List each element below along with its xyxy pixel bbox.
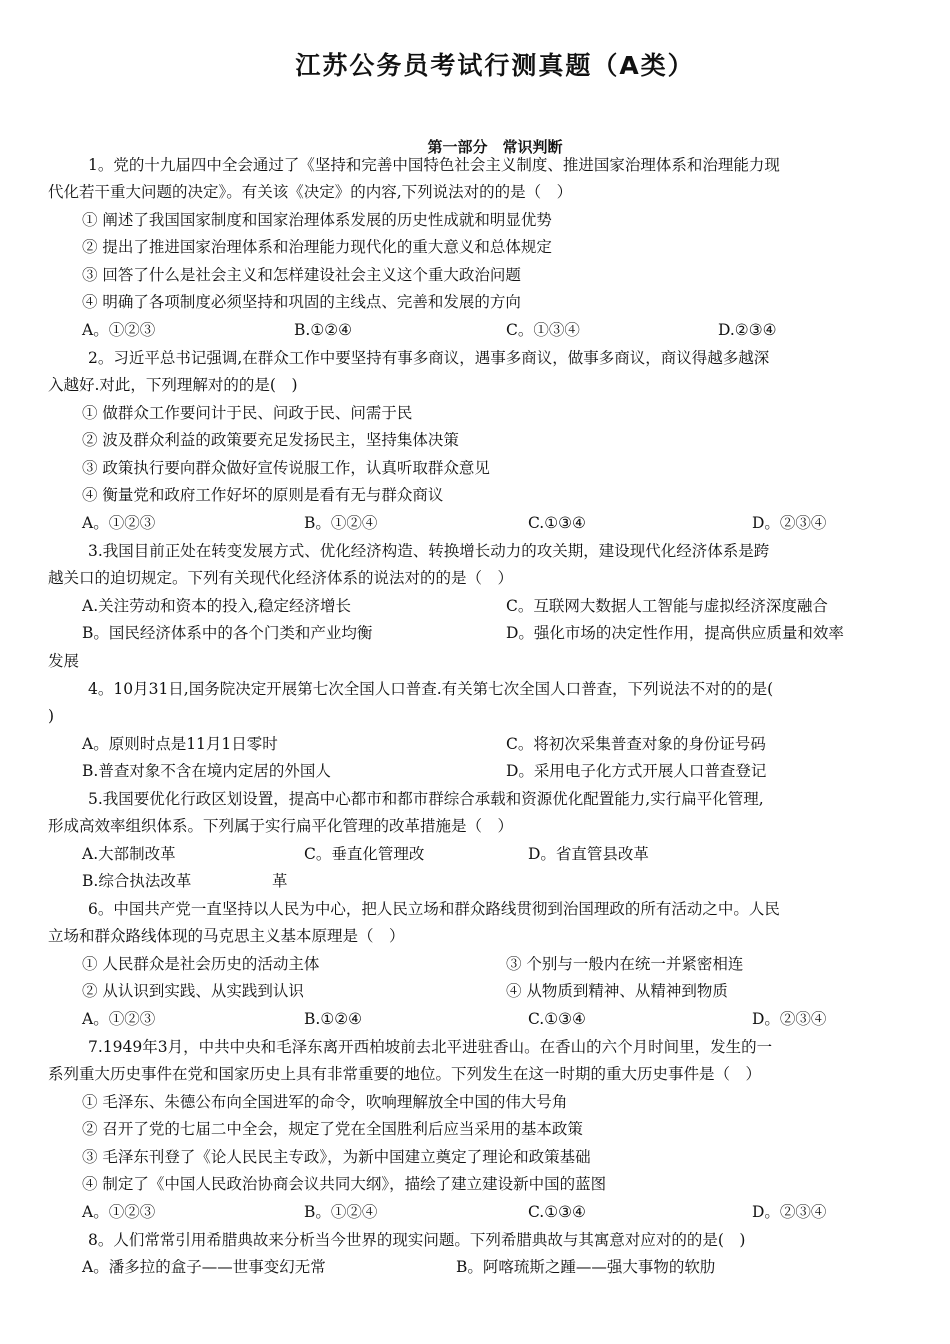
text-line: D。强化市场的决定性作用，提高供应质量和效率 [506,624,844,642]
text-line: C。垂直化管理改 [304,845,425,863]
text-line: A。①②③ [82,1010,156,1028]
text-line: A。①②③ [82,321,156,339]
text-line: 形成高效率组织体系。下列属于实行扁平化管理的改革措施是（ ） [48,817,514,835]
text-line: B。①②④ [304,514,378,532]
text-line: D。②③④ [752,514,827,532]
text-line: D。采用电子化方式开展人口普查登记 [506,762,767,780]
text-line: 越关口的迫切规定。下列有关现代化经济体系的说法对的的是（ ） [48,569,514,587]
text-line: ① 做群众工作要问计于民、问政于民、问需于民 [82,404,413,422]
text-line: ② 召开了党的七届二中全会，规定了党在全国胜利后应当采用的基本政策 [82,1120,583,1138]
text-line: B。国民经济体系中的各个门类和产业均衡 [82,624,373,642]
text-line: B。①②④ [304,1203,378,1221]
text-line: A。潘多拉的盒子——世事变幻无常 [82,1258,326,1276]
text-line: 4。10月31日,国务院决定开展第七次全国人口普查.有关第七次全国人口普查，下列说法不对的的是( [88,680,774,698]
text-line: D。②③④ [752,1010,827,1028]
text-line: 代化若干重大问题的决定》。有关该《决定》的内容,下列说法对的的是（ ） [48,183,573,201]
text-line: 8。人们常常引用希腊典故来分析当今世界的现实问题。下列希腊典故与其寓意对应对的的是( ) [88,1231,746,1249]
text-line: ③ 政策执行要向群众做好宣传说服工作，认真听取群众意见 [82,459,490,477]
text-line: ④ 制定了《中国人民政治协商会议共同大纲》，描绘了建立建设新中国的蓝图 [82,1175,607,1193]
text-line: A。①②③ [82,514,156,532]
text-line: A。原则时点是11月1日零时 [82,735,278,753]
text-line: B。阿喀琉斯之踵——强大事物的软肋 [456,1258,716,1276]
text-line: ① 毛泽东、朱德公布向全国进军的命令，吹响理解放全中国的伟大号角 [82,1093,568,1111]
text-line: 5.我国要优化行政区划设置，提高中心都市和都市群综合承载和资源优化配置能力,实行扁平化管理, [88,790,764,808]
text-line: 革 [272,872,288,890]
text-line: 2。习近平总书记强调,在群众工作中要坚持有事多商议，遇事多商议，做事多商议，商议得越多越深 [88,349,770,367]
text-line: B.①②④ [294,321,353,339]
text-line: 立场和群众路线体现的马克思主义基本原理是（ ） [48,927,405,945]
text-line: 发展 [48,652,80,670]
text-line: 3.我国目前正处在转变发展方式、优化经济构造、转换增长动力的攻关期，建设现代化经济体系是跨 [88,542,770,560]
text-line: 1。党的十九届四中全会通过了《坚持和完善中国特色社会主义制度、推进国家治理体系和治理能力现 [88,156,780,174]
text-line: A.大部制改革 [82,845,176,863]
text-line: ② 提出了推进国家治理体系和治理能力现代化的重大意义和总体规定 [82,238,552,256]
text-line: ④ 衡量党和政府工作好坏的原则是看有无与群众商议 [82,486,444,504]
text-line: ② 波及群众利益的政策要充足发扬民主，坚持集体决策 [82,431,459,449]
text-line: 系列重大历史事件在党和国家历史上具有非常重要的地位。下列发生在这一时期的重大历史事件是（ ） [48,1065,762,1083]
text-line: ① 人民群众是社会历史的活动主体 [82,955,320,973]
text-line: ① 阐述了我国国家制度和国家治理体系发展的历史性成就和明显优势 [82,211,552,229]
text-line: A。①②③ [82,1203,156,1221]
text-line: C。①③④ [506,321,580,339]
text-line: ③ 回答了什么是社会主义和怎样建设社会主义这个重大政治问题 [82,266,521,284]
page-title: 江苏公务员考试行测真题（A类） [295,51,695,80]
text-line: B.普查对象不含在境内定居的外国人 [82,762,331,780]
text-line: B.综合执法改革 [82,872,192,890]
text-line: 7.1949年3月，中共中央和毛泽东离开西柏坡前去北平进驻香山。在香山的六个月时间里，发生的一 [88,1038,773,1056]
text-line: ④ 从物质到精神、从精神到物质 [506,982,728,1000]
text-line: A.关注劳动和资本的投入,稳定经济增长 [82,597,352,615]
text-line: C.①③④ [528,1010,586,1028]
text-line: ② 从认识到实践、从实践到认识 [82,982,304,1000]
text-line: D。省直管县改革 [528,845,649,863]
text-line: D.②③④ [718,321,777,339]
text-line: B.①②④ [304,1010,363,1028]
text-line: C.①③④ [528,514,586,532]
text-line: C.①③④ [528,1203,586,1221]
text-line: D。②③④ [752,1203,827,1221]
text-line: 6。中国共产党一直坚持以人民为中心，把人民立场和群众路线贯彻到治国理政的所有活动之中。人民 [88,900,780,918]
text-line: 入越好.对此，下列理解对的的是( ) [48,376,298,394]
text-line: ) [48,707,55,725]
text-line: C。将初次采集普查对象的身份证号码 [506,735,766,753]
text-line: ③ 个别与一般内在统一并紧密相连 [506,955,744,973]
text-line: ④ 明确了各项制度必须坚持和巩固的主线点、完善和发展的方向 [82,293,521,311]
text-line: C。互联网大数据人工智能与虚拟经济深度融合 [506,597,828,615]
text-line: ③ 毛泽东刊登了《论人民民主专政》，为新中国建立奠定了理论和政策基础 [82,1148,591,1166]
section-heading: 第一部分 常识判断 [427,138,563,156]
